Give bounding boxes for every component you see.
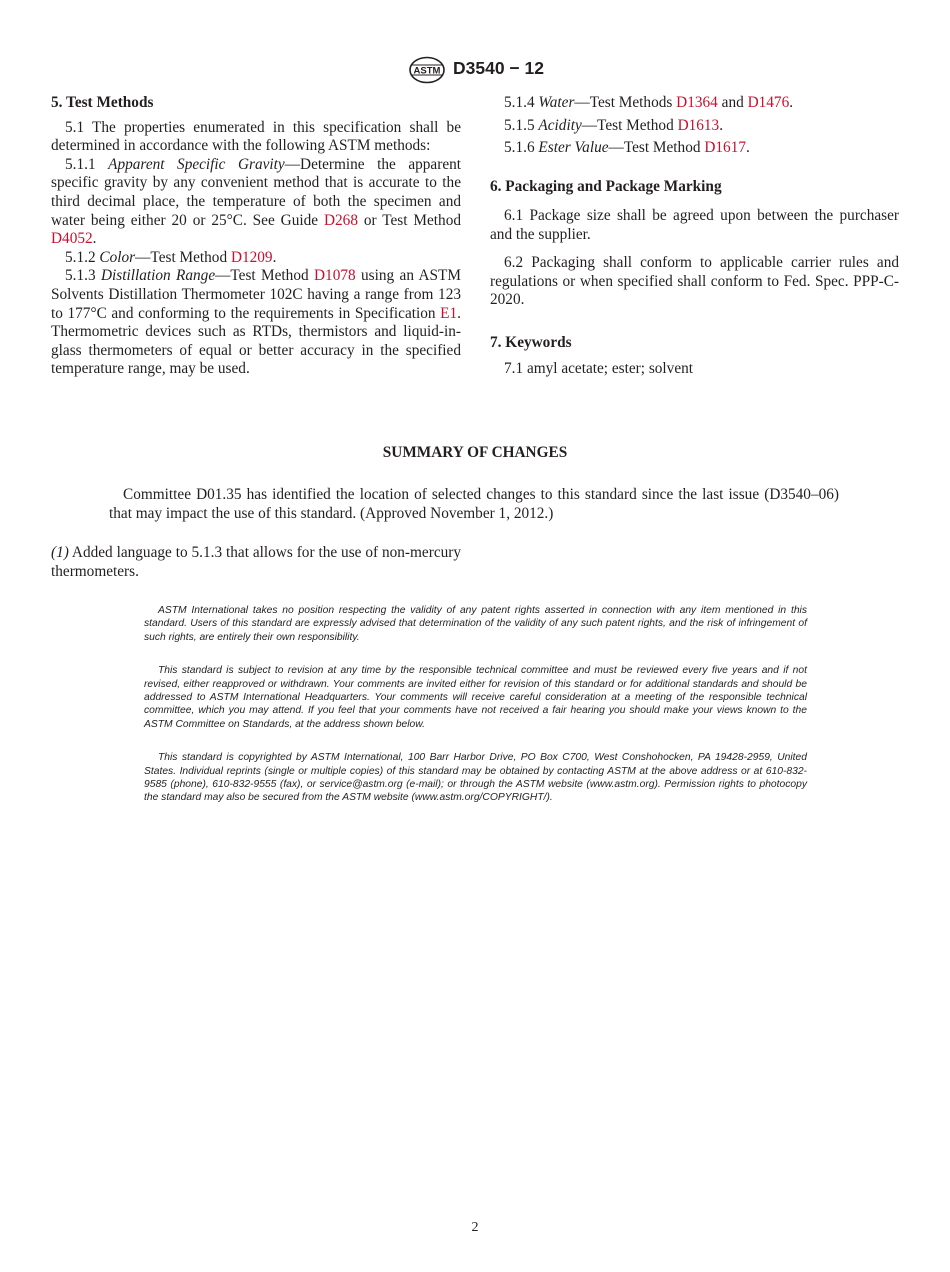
astm-logo-icon <box>408 56 446 84</box>
clause-text: . <box>789 94 794 111</box>
paragraph-5-1-5 <box>490 117 899 136</box>
summary-item-text: Added language to 5.1.3 that allows for the use of non-mercury thermometers. <box>51 544 461 580</box>
link-d1613[interactable]: D1613 <box>677 116 720 134</box>
clause-text: —Determine the apparent specific gravity by any convenient method that is accurate to the third decimal place, the temperature of both the specimen and water being either 20 or 25°C. See Guide <box>51 155 462 229</box>
clause-text: —Test Methods <box>574 94 677 111</box>
summary-item <box>51 544 461 581</box>
link-d1617[interactable]: D1617 <box>704 139 746 157</box>
link-e1[interactable]: E1 <box>440 304 458 322</box>
right-column-section-6 <box>490 207 899 310</box>
paragraph-6-1: 6.1 Package size shall be agreed upon between the purchaser and the supplier. <box>490 207 899 243</box>
summary-title: SUMMARY OF CHANGES <box>382 444 568 461</box>
clause-text: using an ASTM Solvents Distillation Thermometer 102C having a range from 123 to 177°C and conforming to the requirements in Specification <box>51 267 461 322</box>
revision-notice: This standard is subject to revision at any time by the responsible technical committee and must be reviewed every five years and if not revised, either reapproved or withdrawn. Your comments are invited either for revision of this standard or for additional standards and should be addressed to ASTM International Headquarters. Your comments will receive careful consideration at a meeting of the responsible technical committee, which you may attend. If you feel that your comments have not received a fair hearing you should make your views known to the ASTM Committee on Standards, at the address shown below. <box>144 665 807 730</box>
clause-text: or Test Method <box>357 211 462 229</box>
clause-text: . <box>746 139 750 157</box>
clause-term: Apparent Specific Gravity <box>108 155 285 173</box>
paragraph-5-1-6 <box>490 139 899 158</box>
clause-text: . <box>92 230 97 248</box>
clause-term: Water <box>538 94 575 111</box>
paragraph-5-1-1 <box>51 156 461 249</box>
clause-text: . Thermometric devices such as RTDs, thermistors and liquid-in-glass thermometers of equal or better accuracy in the specified temperature range, may be used. <box>51 304 461 378</box>
summary-intro <box>109 486 839 523</box>
page-header <box>0 56 950 84</box>
clause-number: 5.1.3 <box>65 267 101 285</box>
summary-item-number: (1) <box>51 544 69 561</box>
paragraph-5-1: 5.1 The properties enumerated in this specification shall be determined in accordance with the following ASTM methods: <box>51 118 461 155</box>
clause-term: Color <box>99 248 136 266</box>
footer-notices <box>144 604 807 805</box>
section-7-title: 7. Keywords <box>490 334 572 351</box>
section-6-title: 6. Packaging and Package Marking <box>490 178 722 195</box>
clause-term: Distillation Range <box>100 267 216 285</box>
link-d1364[interactable]: D1364 <box>676 94 718 111</box>
clause-term: Ester Value <box>538 139 609 157</box>
document-code: D3540 − 12 <box>453 58 544 78</box>
link-d1476[interactable]: D1476 <box>747 94 790 111</box>
link-d268[interactable]: D268 <box>323 211 358 229</box>
link-d1078[interactable]: D1078 <box>314 267 356 285</box>
clause-number: 5.1.5 <box>504 116 539 134</box>
clause-text: and <box>717 94 748 111</box>
clause-term: Acidity <box>538 116 582 134</box>
link-d4052[interactable]: D4052 <box>51 230 93 248</box>
clause-text: . <box>719 116 724 134</box>
logo-text: ASTM <box>413 65 441 77</box>
right-column <box>490 94 899 158</box>
patent-notice: ASTM International takes no position respecting the validity of any patent rights asserted in connection with any item mentioned in this standard. Users of this standard are expressly advised that determination of the validity of any such patent rights, and the risk of infringement of such rights, are entirely their own responsibility. <box>144 605 807 643</box>
clause-text: —Test Method <box>215 267 314 285</box>
clause-text: . <box>272 248 277 266</box>
paragraph-6-2: 6.2 Packaging shall conform to applicable carrier rules and regulations or when specified shall conform to Fed. Spec. PPP-C-2020. <box>490 254 899 309</box>
left-column <box>51 94 461 379</box>
section-5-title: 5. Test Methods <box>51 94 154 111</box>
summary-intro-text: Committee D01.35 has identified the location of selected changes to this standard since the last issue (D3540–06) that may impact the use of this standard. (Approved November 1, 2012.) <box>109 486 839 522</box>
clause-text: —Test Method <box>135 248 231 266</box>
paragraph-5-1-3 <box>51 267 461 379</box>
clause-text: —Test Method <box>608 139 705 157</box>
astm-logo <box>408 56 446 84</box>
paragraph-5-1-2 <box>51 249 461 268</box>
paragraph-5-1-4 <box>490 94 899 113</box>
copyright-notice: This standard is copyrighted by ASTM International, 100 Barr Harbor Drive, PO Box C700, West Conshohocken, PA 19428-2959, United States. Individual reprints (single or multiple copies) of this standard may be obtained by contacting ASTM at the above address or at 610-832-9585 (phone), 610-832-9555 (fax), or service@astm.org (e-mail); or through the ASTM website (www.astm.org). Permission rights to photocopy the standard may also be secured from the ASTM website (www.astm.org/COPYRIGHT/). <box>144 752 807 804</box>
right-column-section-7 <box>490 360 899 379</box>
page-number: 2 <box>471 1220 479 1235</box>
link-d1209[interactable]: D1209 <box>230 248 273 266</box>
clause-number: 5.1.6 <box>504 139 539 157</box>
paragraph-7-1: 7.1 amyl acetate; ester; solvent <box>504 360 694 377</box>
clause-number: 5.1.1 <box>65 155 109 173</box>
clause-number: 5.1.4 <box>504 94 539 111</box>
clause-text: —Test Method <box>581 116 678 134</box>
clause-number: 5.1.2 <box>65 248 100 266</box>
